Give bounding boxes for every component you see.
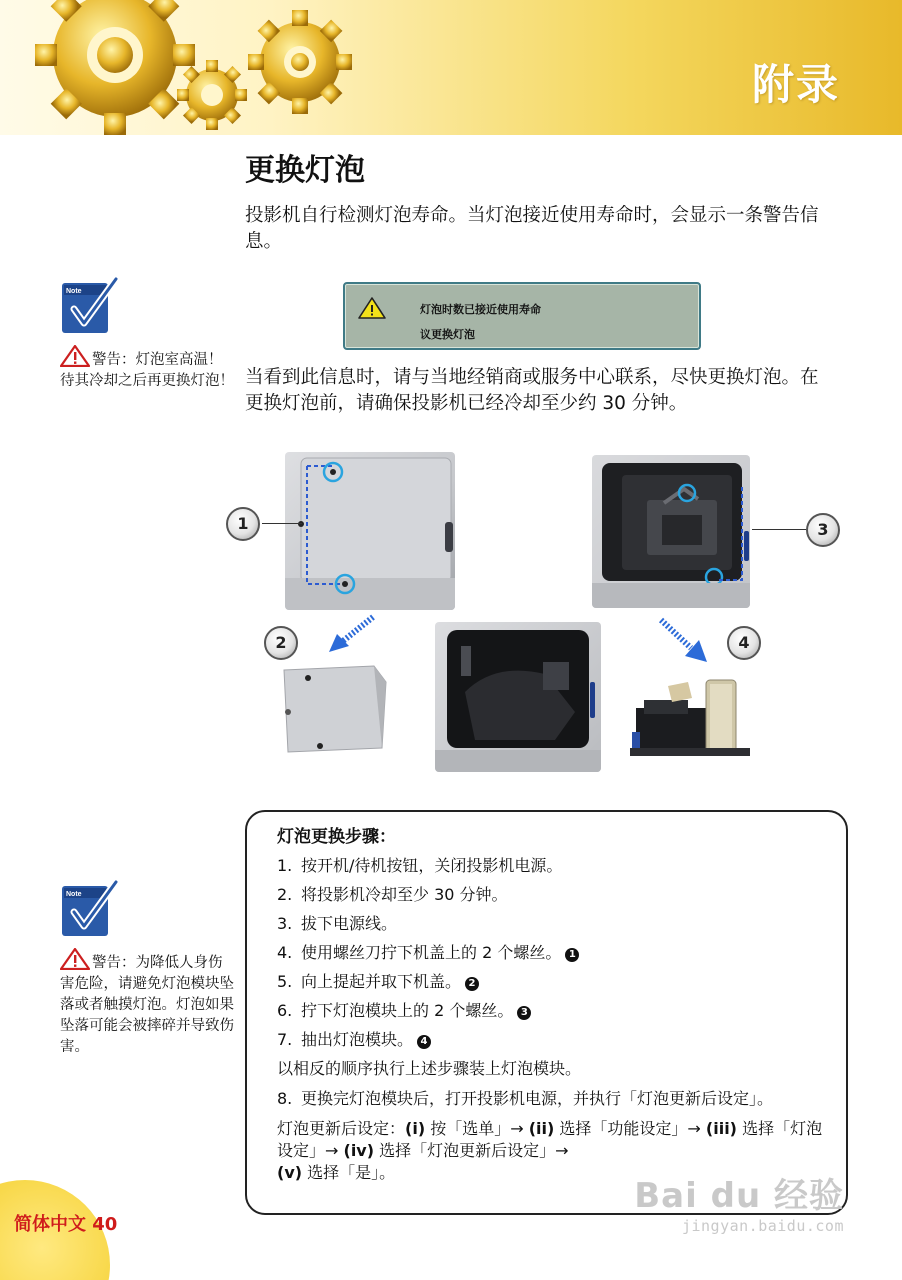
figure-label-4: 4 (727, 626, 761, 660)
step-item: 7. 抽出灯泡模块。 4 (277, 1029, 830, 1050)
photo-lamp-removed (628, 668, 754, 764)
page-title: 更换灯泡 (245, 153, 365, 188)
note1-text: 警告：灯泡室高温！待其冷却之后再更换灯泡！ (60, 352, 234, 389)
dialog-warning-icon (357, 296, 387, 320)
step-item: 2. 将投影机冷却至少 30 分钟。 (277, 885, 508, 904)
leader-line-3 (752, 529, 806, 530)
figure-label-1: 1 (226, 507, 260, 541)
leader-line-1 (262, 523, 302, 524)
baidu-watermark (634, 1168, 844, 1235)
steps-title: 灯泡更换步骤： (277, 827, 396, 847)
warning-triangle-icon-2 (60, 948, 90, 970)
lamp-steps-box (245, 810, 848, 1215)
footer-page-label: 简体中文 40 (14, 1214, 118, 1235)
section-title: 附录 (751, 60, 840, 109)
note1-block (60, 345, 235, 392)
note-badge-text: Note (66, 288, 82, 295)
step-ref-badge: 2 (465, 977, 479, 991)
step-8: 8. 更换完灯泡模块后，打开投影机电源，并执行「灯泡更新后设定」。 (277, 1089, 774, 1108)
lamp-removed-icon (628, 668, 754, 764)
step-item: 1. 按开机/待机按钮，关闭投影机电源。 (277, 856, 563, 875)
step-ref-badge: 3 (517, 1006, 531, 1020)
paragraph-2: 当看到此信息时，请与当地经销商或服务中心联系，尽快更换灯泡。在更换灯泡前，请确保投影机已经冷却至少约 30 分钟。 (245, 367, 819, 414)
step-item: 3. 拔下电源线。 (277, 914, 398, 933)
note2-block (60, 948, 235, 1058)
step-item: 5. 向上提起并取下机盖。 2 (277, 971, 830, 992)
step-item: 4. 使用螺丝刀拧下机盖上的 2 个螺丝。 1 (277, 942, 830, 963)
figure-label-2: 2 (264, 626, 298, 660)
arrow-down-right-icon (657, 616, 711, 666)
note2-badge-text: Note (66, 891, 82, 898)
projector-cover-icon (285, 452, 455, 610)
photo-open-compartment (435, 622, 601, 772)
gears-decoration-icon (0, 0, 380, 135)
intro-paragraph: 投影机自行检测灯泡寿命。当灯泡接近使用寿命时，会显示一条警告信息。 (245, 205, 819, 252)
reverse-note: 以相反的顺序执行上述步骤装上灯泡模块。 (277, 1059, 582, 1078)
lamp-module-icon (592, 455, 750, 608)
note-check-icon-2 (60, 880, 120, 938)
photo-cover-screws (285, 452, 455, 610)
step-ref-badge: 4 (417, 1035, 431, 1049)
warning-triangle-icon (60, 345, 90, 367)
step-ref-badge: 1 (565, 948, 579, 962)
photo-lamp-module (592, 455, 750, 608)
step-item: 6. 拧下灯泡模块上的 2 个螺丝。 3 (277, 1000, 830, 1021)
dialog-line1: 灯泡时数已接近使用寿命 (420, 303, 541, 316)
open-compartment-icon (435, 622, 601, 772)
note2-text: 警告：为降低人身伤害危险，请避免灯泡模块坠落或者触摸灯泡。灯泡如果坠落可能会被摔碎并导致伤害。 (60, 955, 234, 1055)
steps-list (277, 855, 830, 1050)
removed-cover-icon (278, 662, 390, 756)
photo-removed-cover (278, 662, 390, 756)
page-header (0, 0, 902, 135)
figure-label-3: 3 (806, 513, 840, 547)
watermark-sub: jingyan.baidu.com (681, 1217, 844, 1235)
watermark-main: Bai du 经验 (634, 1176, 844, 1216)
arrow-down-left-icon (325, 614, 377, 658)
note-check-icon (60, 277, 120, 335)
dialog-line2: 议更换灯泡 (420, 328, 475, 341)
lamp-reset-instructions: 灯泡更新后设定：(i) 按「选单」→ (ii) 选择「功能设定」→ (iii) 选择「灯泡设定」→ (iv) 选择「灯泡更新后设定」→ (v) 选择「是」。 (277, 1119, 823, 1182)
lamp-warning-dialog (343, 282, 701, 350)
